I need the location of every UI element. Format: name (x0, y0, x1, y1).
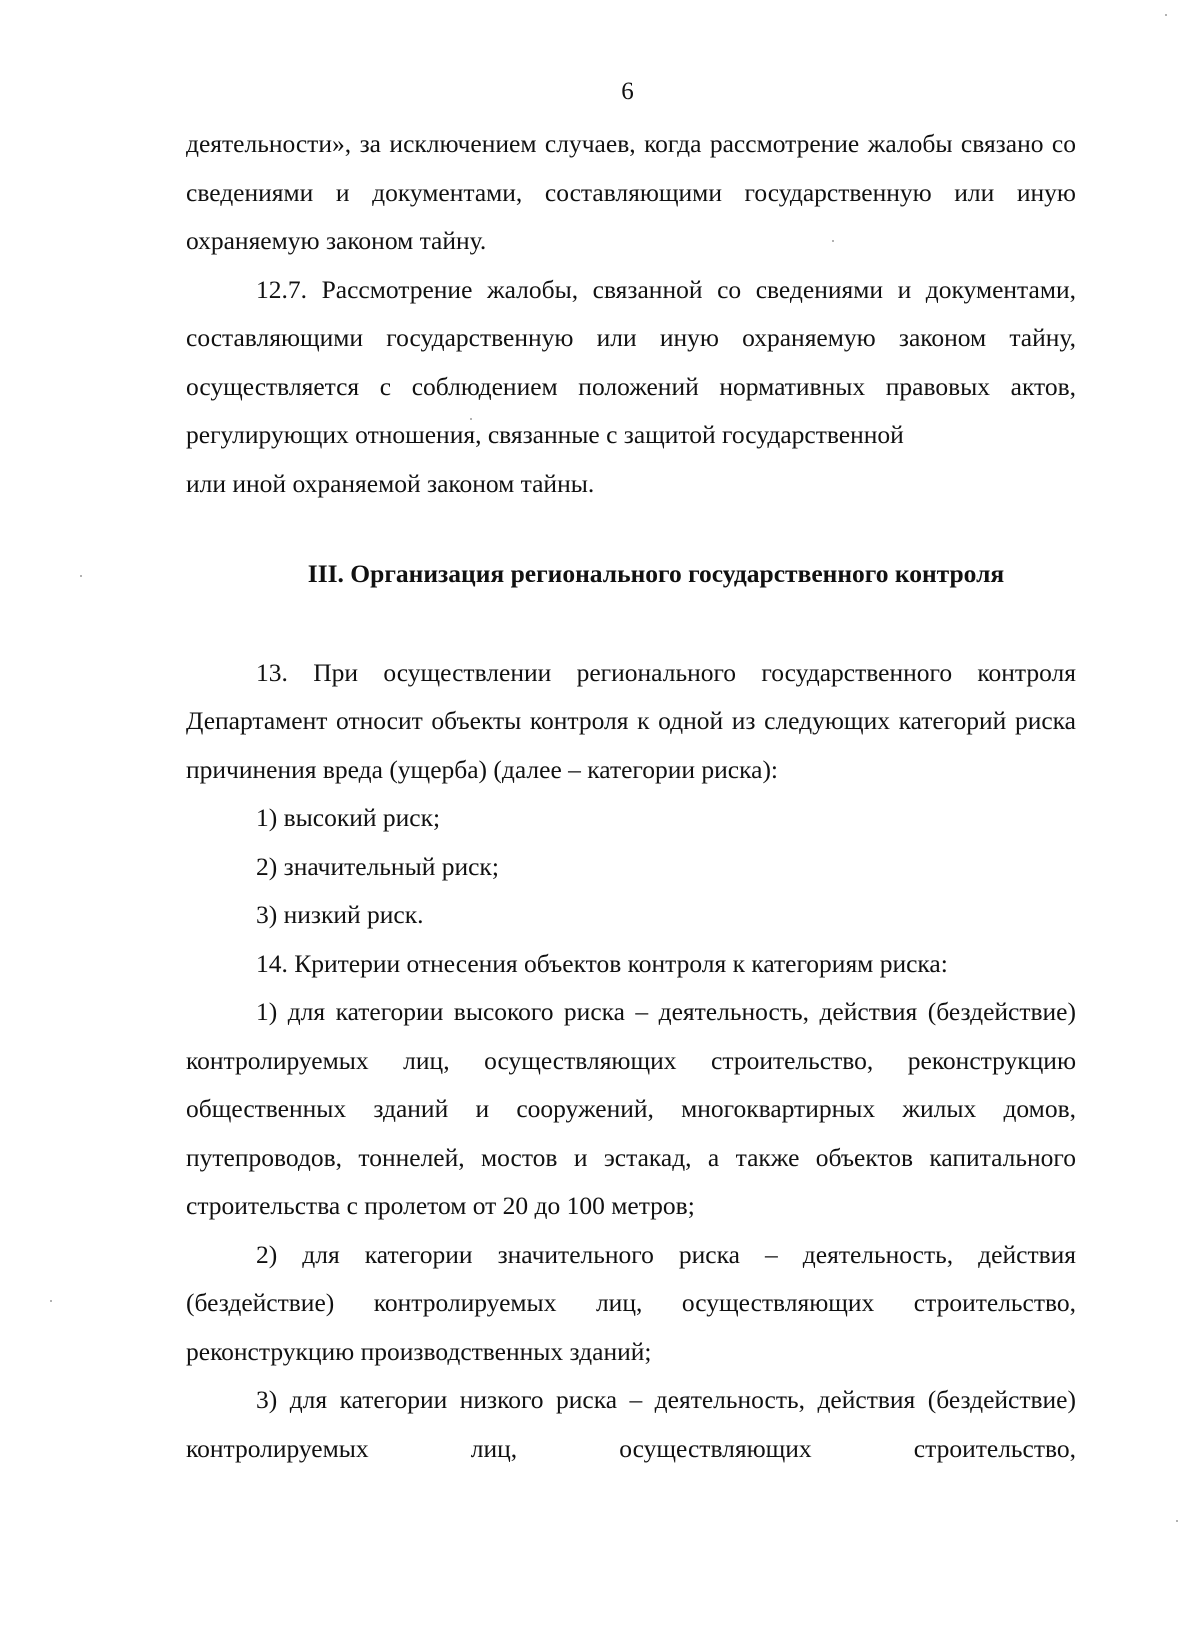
section-heading: III. Организация регионального государственного контроля (307, 559, 1005, 588)
scan-speck (470, 418, 472, 420)
scan-speck (1165, 14, 1167, 16)
paragraph-continuation: деятельности», за исключением случаев, когда рассмотрение жалобы связано со сведениями и документами, составляющими государственную или иную охраняемую законом тайну. (186, 129, 1076, 255)
scan-speck (50, 1300, 52, 1302)
scan-speck (832, 240, 834, 242)
paragraph-12-7: 12.7. Рассмотрение жалобы, связанной со сведениями и документами, составляющими государственную или иную охраняемую законом тайну, осуществляется с соблюдением положений нормативных правовых актов, регулирующих отношения, связанные с защитой государственной (186, 274, 1076, 449)
scan-speck (80, 575, 82, 577)
paragraph-13: 13. При осуществлении регионального государственного контроля Департамент относит объекты контроля к одной из следующих категорий риска причинения вреда (ущерба) (далее – категории риска): (186, 657, 1076, 784)
criteria-item-low: 3) для категории низкого риска – деятельность, действия (бездействие) контролируемых лиц, осуществляющих строительство, (186, 1385, 1076, 1463)
risk-item-low: 3) низкий риск. (256, 900, 424, 929)
paragraph-14: 14. Критерии отнесения объектов контроля к категориям риска: (256, 948, 948, 978)
risk-item-high: 1) высокий риск; (256, 803, 441, 832)
paragraph-12-7-tail: или иной охраняемой законом тайны. (186, 468, 595, 498)
page-number: 6 (621, 78, 634, 105)
risk-item-significant: 2) значительный риск; (256, 851, 499, 881)
criteria-item-significant: 2) для категории значительного риска – деятельность, действия (бездействие) контролируемых лиц, осуществляющих строительство, реконструкцию производственных зданий; (186, 1239, 1076, 1366)
document-body (186, 120, 1076, 1473)
scan-speck (1176, 1520, 1178, 1522)
criteria-item-high: 1) для категории высокого риска – деятельность, действия (бездействие) контролируемых лиц, осуществляющих строительство, реконструкцию общественных зданий и сооружений, многоквартирных жилых домов, путепроводов, тоннелей, мостов и эстакад, а также объектов капитального строительства с пролетом от 20 до 100 метров; (186, 997, 1076, 1220)
